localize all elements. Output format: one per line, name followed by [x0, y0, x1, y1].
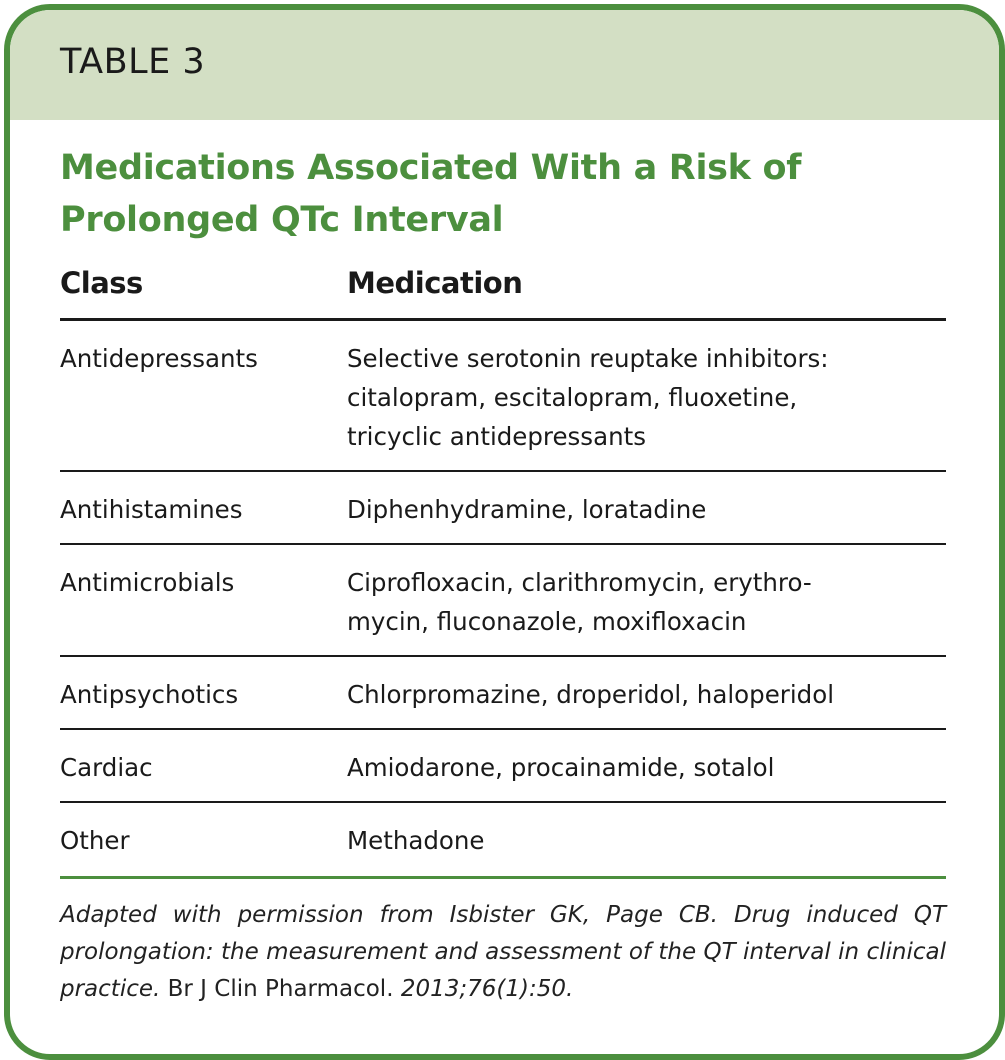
table-row [60, 729, 946, 802]
class-cell: Antihistamines [60, 471, 347, 544]
header-class: Class [60, 256, 347, 320]
footnote-citation: 2013;76(1):50. [400, 976, 574, 1002]
medication-line: Ciprofloxacin, clarithromycin, erythro- [347, 568, 812, 597]
table-row [60, 656, 946, 729]
title-line-2: Prolonged QTc Interval [60, 200, 504, 240]
class-cell: Antimicrobials [60, 544, 347, 656]
class-cell: Cardiac [60, 729, 347, 802]
table-row [60, 471, 946, 544]
medication-line: Methadone [347, 826, 485, 855]
table-number-label: TABLE 3 [60, 42, 206, 82]
medication-line: tricyclic antidepressants [347, 422, 646, 451]
medication-line: Amiodarone, procainamide, sotalol [347, 753, 775, 782]
footnote-source: Adapted with permission from Isbister GK, Page CB. Drug induced QT prolongation: the measurement and assessment of the QT interval in clinical practice. [60, 902, 946, 1002]
medication-cell [347, 656, 946, 729]
medication-line: Selective serotonin reuptake inhibitors: [347, 344, 829, 373]
table-title [60, 142, 951, 246]
title-line-1: Medications Associated With a Risk of [60, 148, 802, 188]
header-row [60, 256, 946, 320]
medication-cell [347, 802, 946, 878]
class-cell: Other [60, 802, 347, 878]
medication-cell [347, 544, 946, 656]
footnote-journal: Br J Clin Pharmacol. [160, 976, 401, 1002]
medication-cell [347, 729, 946, 802]
medication-line: citalopram, escitalopram, fluoxetine, [347, 383, 798, 412]
medication-cell [347, 471, 946, 544]
table-card [4, 4, 1005, 1060]
medication-line: Diphenhydramine, loratadine [347, 495, 707, 524]
table-content [10, 120, 999, 1008]
class-cell: Antidepressants [60, 320, 347, 472]
medication-cell [347, 320, 946, 472]
table-row [60, 544, 946, 656]
header-medication: Medication [347, 256, 946, 320]
table-footnote [60, 897, 946, 1008]
table-banner [10, 10, 999, 120]
medication-line: mycin, fluconazole, moxifloxacin [347, 607, 747, 636]
class-cell: Antipsychotics [60, 656, 347, 729]
table-row [60, 320, 946, 472]
medication-line: Chlorpromazine, droperidol, haloperidol [347, 680, 834, 709]
table-row [60, 802, 946, 878]
medications-table [60, 256, 946, 879]
